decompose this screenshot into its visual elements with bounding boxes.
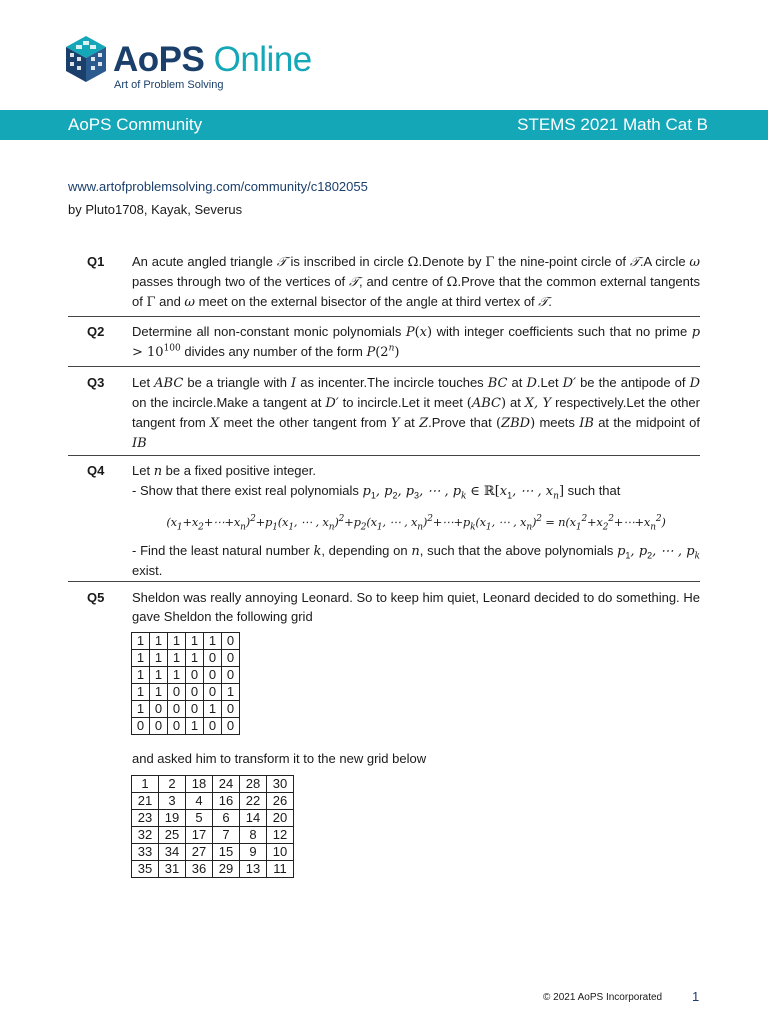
table-cell: 15	[213, 844, 240, 861]
table-cell: 1	[150, 650, 168, 667]
table-cell: 1	[132, 684, 150, 701]
table-cell: 0	[222, 650, 240, 667]
divider	[68, 316, 700, 317]
table-cell: 28	[240, 776, 267, 793]
table-cell: 0	[204, 650, 222, 667]
table-cell: 17	[186, 827, 213, 844]
problem-label: Q3	[87, 375, 105, 390]
table-cell: 0	[204, 667, 222, 684]
table-cell: 0	[222, 701, 240, 718]
table-cell: 19	[159, 810, 186, 827]
table-cell: 1	[132, 776, 159, 793]
divider	[68, 455, 700, 456]
table-row	[132, 667, 240, 684]
table-cell: 24	[213, 776, 240, 793]
divider	[68, 581, 700, 582]
table-cell: 0	[222, 633, 240, 650]
table-cell: 0	[168, 701, 186, 718]
table-cell: 1	[132, 650, 150, 667]
table-cell: 35	[132, 861, 159, 878]
table-cell: 13	[240, 861, 267, 878]
table-cell: 12	[267, 827, 294, 844]
table-row	[132, 650, 240, 667]
table-cell: 0	[168, 684, 186, 701]
table-cell: 1	[132, 667, 150, 684]
table-cell: 1	[204, 701, 222, 718]
table-row	[132, 776, 294, 793]
table-cell: 1	[186, 718, 204, 735]
problem-text: Let n be a fixed positive integer. - Show that there exist real polynomials $p_1$, $p_2$, $p_3$, ⋯ , $p_k$ ∈ $ℝ[x_1$, ⋯ , $x_n$] such that $(x_1+x_2+\cdots+x_n)^2+p_1(x_1$, ⋯ , $x_n)^2+p_2(x_1$, ⋯ , $x_n)^2+\cdots+p_k(x_1$, ⋯ , $x_n)^2$ = $n(x_1^2+x_2^2+\cdots+x_n^2)$ - Find the least natural number k, depending on n, such that the above polynomials $p_1$, $p_2$, ⋯ , $p_k$ exist.	[132, 463, 700, 578]
table-row	[132, 827, 294, 844]
table-cell: 1	[150, 667, 168, 684]
grid-target	[131, 775, 294, 878]
table-cell: 1	[150, 633, 168, 650]
table-cell: 1	[168, 650, 186, 667]
logo-tagline: Art of Problem Solving	[114, 79, 224, 91]
table-row	[132, 810, 294, 827]
table-cell: 0	[150, 718, 168, 735]
table-cell: 1	[150, 684, 168, 701]
table-cell: 2	[159, 776, 186, 793]
contest-title: STEMS 2021 Math Cat B	[517, 115, 708, 134]
table-row	[132, 793, 294, 810]
table-row	[132, 633, 240, 650]
table-cell: 1	[168, 633, 186, 650]
table-cell: 25	[159, 827, 186, 844]
table-cell: 8	[240, 827, 267, 844]
table-cell: 1	[132, 701, 150, 718]
table-cell: 32	[132, 827, 159, 844]
table-cell: 1	[186, 650, 204, 667]
aops-logo[interactable]	[66, 36, 326, 96]
page-number: 1	[692, 989, 700, 1004]
problem-label: Q4	[87, 463, 105, 478]
table-cell: 33	[132, 844, 159, 861]
table-cell: 0	[186, 701, 204, 718]
logo-wordmark	[113, 40, 312, 80]
aops-cube-icon	[66, 36, 106, 82]
table-cell: 4	[186, 793, 213, 810]
table-cell: 1	[168, 667, 186, 684]
table-cell: 5	[186, 810, 213, 827]
table-cell: 1	[132, 633, 150, 650]
table-cell: 29	[213, 861, 240, 878]
table-row	[132, 861, 294, 878]
community-title: AoPS Community	[68, 115, 203, 134]
problem-text: Determine all non-constant monic polynomials P(x) with integer coefficients such that no prime $p > 10^{100}$ divides any number of the form P(2$^n$)	[132, 324, 701, 360]
table-row	[132, 718, 240, 735]
problem-text: Sheldon was really annoying Leonard. So to keep him quiet, Leonard decided to do something. He gave Sheldon the following grid	[132, 590, 700, 624]
table-row	[132, 684, 240, 701]
table-cell: 34	[159, 844, 186, 861]
table-cell: 21	[132, 793, 159, 810]
copyright: © 2021 AoPS Incorporated	[543, 992, 663, 1003]
table-cell: 27	[186, 844, 213, 861]
table-cell: 1	[186, 633, 204, 650]
table-cell: 26	[267, 793, 294, 810]
table-cell: 9	[240, 844, 267, 861]
problem-text: An acute angled triangle 𝒯 is inscribed in circle Ω.Denote by Γ the nine-point circle of 𝒯.A circle ω passes through two of the vertices of 𝒯, and centre of Ω.Prove that the common external tangents of Γ and ω meet on the external bisector of the angle at third vertex of 𝒯.	[132, 254, 701, 310]
table-cell: 31	[159, 861, 186, 878]
community-link[interactable]: www.artofproblemsolving.com/community/c1802055	[68, 179, 368, 194]
logo-word-online: Online	[213, 40, 312, 79]
header-banner	[0, 110, 768, 140]
table-cell: 1	[222, 684, 240, 701]
problem-label: Q1	[87, 254, 105, 269]
table-cell: 0	[222, 667, 240, 684]
problem-label: Q2	[87, 324, 105, 339]
logo-word-aops: AoPS	[113, 40, 205, 79]
divider	[68, 366, 700, 367]
table-cell: 18	[186, 776, 213, 793]
table-cell: 10	[267, 844, 294, 861]
table-cell: 16	[213, 793, 240, 810]
table-cell: 6	[213, 810, 240, 827]
table-cell: 3	[159, 793, 186, 810]
table-cell: 23	[132, 810, 159, 827]
problem-text: Let ABC be a triangle with I as incenter.The incircle touches BC at D.Let D′ be the antipode of D on the incircle.Make a tangent at D′ to incircle.Let it meet (ABC) at X, Y respectively.Let the other tangent from X meet the other tangent from Y at Z.Prove that (ZBD) meets IB at the midpoint of IB	[132, 375, 701, 451]
table-cell: 14	[240, 810, 267, 827]
table-cell: 22	[240, 793, 267, 810]
grid-original	[131, 632, 240, 735]
table-cell: 1	[204, 633, 222, 650]
table-cell: 20	[267, 810, 294, 827]
table-row	[132, 844, 294, 861]
table-cell: 0	[222, 718, 240, 735]
table-cell: 0	[132, 718, 150, 735]
formula: $(x_1+x_2+\cdots+x_n)^2+p_1(x_1$, ⋯ , $x_n)^2+p_2(x_1$, ⋯ , $x_n)^2+\cdots+p_k(x_1$, ⋯ , $x_n)^2$ = $n(x_1^2+x_2^2+\cdots+x_n^2)$	[166, 514, 666, 533]
table-cell: 11	[267, 861, 294, 878]
table-cell: 0	[204, 718, 222, 735]
table-cell: 0	[186, 667, 204, 684]
authors-line: by Pluto1708, Kayak, Severus	[68, 202, 243, 217]
table-cell: 0	[168, 718, 186, 735]
problem-text: and asked him to transform it to the new grid below	[132, 751, 427, 766]
table-cell: 0	[186, 684, 204, 701]
table-cell: 0	[204, 684, 222, 701]
table-row	[132, 701, 240, 718]
table-cell: 36	[186, 861, 213, 878]
problem-label: Q5	[87, 590, 105, 605]
table-cell: 0	[150, 701, 168, 718]
table-cell: 30	[267, 776, 294, 793]
table-cell: 7	[213, 827, 240, 844]
